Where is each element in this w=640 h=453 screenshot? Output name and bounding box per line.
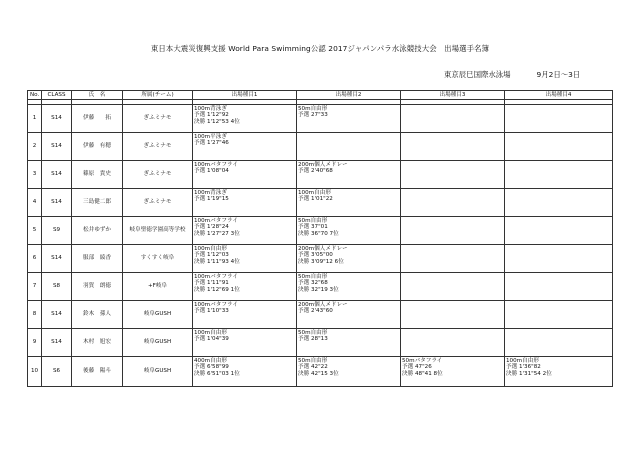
cell-name: 松井ゆずか (72, 217, 123, 245)
event-name: 100m平泳ぎ (194, 134, 227, 140)
event-result: 予選 28"13 (298, 336, 328, 343)
event-result: 予選 1'28"24 (194, 224, 229, 231)
cell-no: 9 (28, 329, 42, 357)
header-event-1: 出場種目1 (193, 91, 297, 100)
event-result: 予選 42"22 (298, 364, 328, 371)
table-row (28, 105, 613, 133)
cell-event-2 (297, 245, 401, 273)
header-no: No. (28, 91, 42, 100)
cell-event-4 (505, 329, 613, 357)
cell-name: 木村 旭宏 (72, 329, 123, 357)
header-event-2: 出場種目2 (297, 91, 401, 100)
cell-name: 伊藤 有穂 (72, 133, 123, 161)
table-row (28, 301, 613, 329)
table-row (28, 133, 613, 161)
event-name: 100m自由形 (298, 190, 331, 196)
event-result: 予選 3'05"00 (298, 252, 333, 259)
cell-event-3 (401, 357, 505, 387)
cell-event-1 (193, 273, 297, 301)
cell-event-4 (505, 133, 613, 161)
cell-class: S14 (42, 189, 72, 217)
cell-no: 7 (28, 273, 42, 301)
event-name: 50m自由形 (298, 274, 328, 280)
event-result: 予選 1'10"33 (194, 308, 229, 315)
event-result: 決勝 32"19 3位 (298, 286, 339, 293)
event-name: 100m背泳ぎ (194, 190, 227, 196)
cell-event-2 (297, 357, 401, 387)
event-result: 予選 32"68 (298, 280, 328, 287)
cell-event-2 (297, 161, 401, 189)
cell-event-2 (297, 301, 401, 329)
cell-no: 4 (28, 189, 42, 217)
event-name: 200m個人メドレー (298, 302, 348, 308)
cell-affiliation: +F岐阜 (123, 273, 193, 301)
event-name: 100m自由形 (506, 358, 539, 364)
event-name: 400m自由形 (194, 358, 227, 364)
document-title: 東日本大震災復興支援 World Para Swimming公認 2017ジャパンパラ水泳競技大会 出場選手名簿 (150, 44, 490, 53)
cell-event-3 (401, 245, 505, 273)
cell-event-2 (297, 217, 401, 245)
event-result: 決勝 1'12"53 4位 (194, 118, 240, 125)
table-row (28, 329, 613, 357)
event-name: 100m背泳ぎ (194, 106, 227, 112)
event-name: 100m自由形 (194, 330, 227, 336)
table-header-row (28, 91, 613, 100)
table-row (28, 217, 613, 245)
header-event-3: 出場種目3 (401, 91, 505, 100)
cell-affiliation: ぎふミナモ (123, 189, 193, 217)
event-name: 200m個人メドレー (298, 162, 348, 168)
event-name: 100m自由形 (194, 246, 227, 252)
cell-event-1 (193, 301, 297, 329)
cell-class: S14 (42, 133, 72, 161)
event-name: 50m自由形 (298, 218, 328, 224)
event-result: 決勝 42"15 3位 (298, 370, 339, 377)
event-result: 決勝 1'31"54 2位 (506, 370, 552, 377)
event-result: 予選 37"01 (298, 224, 328, 231)
cell-affiliation: 岐阜GUSH (123, 301, 193, 329)
header-event-4: 出場種目4 (505, 91, 613, 100)
cell-event-2 (297, 329, 401, 357)
cell-event-3 (401, 133, 505, 161)
cell-affiliation: 岐阜GUSH (123, 357, 193, 387)
entry-list-table (27, 90, 613, 387)
event-result: 決勝 1'12"69 1位 (194, 286, 240, 293)
cell-event-2 (297, 133, 401, 161)
cell-event-2 (297, 189, 401, 217)
event-result: 決勝 1'11"93 4位 (194, 258, 240, 265)
event-name: 100mバタフライ (194, 162, 238, 168)
header-name: 氏 名 (72, 91, 123, 100)
cell-event-4 (505, 357, 613, 387)
cell-class: S14 (42, 105, 72, 133)
cell-name: 篠原 貴史 (72, 161, 123, 189)
cell-event-4 (505, 161, 613, 189)
cell-class: S9 (42, 217, 72, 245)
cell-event-3 (401, 161, 505, 189)
cell-name: 鈴木 孫人 (72, 301, 123, 329)
event-name: 50m自由形 (298, 330, 328, 336)
event-name: 100mバタフライ (194, 218, 238, 224)
event-result: 決勝 6'51"03 1位 (194, 370, 240, 377)
cell-no: 6 (28, 245, 42, 273)
cell-event-3 (401, 301, 505, 329)
cell-event-3 (401, 189, 505, 217)
cell-name: 羽賀 朗徳 (72, 273, 123, 301)
cell-event-4 (505, 189, 613, 217)
event-result: 予選 1'08"04 (194, 168, 229, 175)
event-result: 予選 1'04"39 (194, 336, 229, 343)
cell-event-4 (505, 245, 613, 273)
cell-event-2 (297, 273, 401, 301)
cell-event-2 (297, 105, 401, 133)
cell-event-1 (193, 357, 297, 387)
cell-class: S14 (42, 301, 72, 329)
cell-event-1 (193, 245, 297, 273)
event-name: 200m個人メドレー (298, 246, 348, 252)
cell-event-1 (193, 189, 297, 217)
cell-class: S8 (42, 273, 72, 301)
cell-event-3 (401, 217, 505, 245)
cell-affiliation: すくすく岐阜 (123, 245, 193, 273)
cell-affiliation: ぎふミナモ (123, 133, 193, 161)
event-result: 予選 27"33 (298, 112, 328, 119)
cell-no: 3 (28, 161, 42, 189)
dates: 9月2日～3日 (536, 70, 581, 79)
cell-affiliation: ぎふミナモ (123, 161, 193, 189)
cell-affiliation: 岐阜GUSH (123, 329, 193, 357)
venue-and-dates (444, 69, 580, 80)
venue: 東京辰巳国際水泳場 (444, 70, 511, 79)
event-result: 予選 1'19"15 (194, 196, 229, 203)
event-result: 決勝 36"70 7位 (298, 230, 339, 237)
cell-event-1 (193, 105, 297, 133)
cell-affiliation: 岐阜聖徳学園高等学校 (123, 217, 193, 245)
table-row (28, 189, 613, 217)
event-result: 予選 1'01"22 (298, 196, 333, 203)
table-row (28, 245, 613, 273)
cell-name: 伊藤 拓 (72, 105, 123, 133)
cell-event-4 (505, 301, 613, 329)
table-row (28, 161, 613, 189)
cell-no: 10 (28, 357, 42, 387)
event-result: 決勝 48"41 8位 (402, 370, 443, 377)
table-row (28, 357, 613, 387)
header-class: CLASS (42, 91, 72, 100)
cell-event-4 (505, 217, 613, 245)
cell-event-3 (401, 273, 505, 301)
cell-event-1 (193, 161, 297, 189)
cell-event-1 (193, 217, 297, 245)
event-name: 50m自由形 (298, 106, 328, 112)
cell-event-3 (401, 105, 505, 133)
event-name: 100mバタフライ (194, 274, 238, 280)
cell-event-1 (193, 133, 297, 161)
event-result: 予選 1'12"03 (194, 252, 229, 259)
cell-event-3 (401, 329, 505, 357)
header-affiliation: 所属(チーム) (123, 91, 193, 100)
event-result: 予選 1'12"92 (194, 112, 229, 119)
cell-no: 5 (28, 217, 42, 245)
cell-no: 8 (28, 301, 42, 329)
cell-name: 三島健二郎 (72, 189, 123, 217)
cell-no: 1 (28, 105, 42, 133)
cell-event-1 (193, 329, 297, 357)
event-result: 予選 6'58"99 (194, 364, 229, 371)
event-result: 決勝 3'09"12 6位 (298, 258, 344, 265)
event-name: 50m自由形 (298, 358, 328, 364)
event-result: 予選 1'11"91 (194, 280, 229, 287)
event-result: 予選 2'43"60 (298, 308, 333, 315)
cell-name: 後藤 陽斗 (72, 357, 123, 387)
cell-affiliation: ぎふミナモ (123, 105, 193, 133)
cell-class: S14 (42, 161, 72, 189)
event-result: 決勝 1'27"27 3位 (194, 230, 240, 237)
cell-class: S6 (42, 357, 72, 387)
event-result: 予選 47"26 (402, 364, 432, 371)
cell-class: S14 (42, 245, 72, 273)
event-name: 100mバタフライ (194, 302, 238, 308)
cell-event-4 (505, 105, 613, 133)
cell-event-4 (505, 273, 613, 301)
event-name: 50mバタフライ (402, 358, 443, 364)
cell-name: 服部 綾香 (72, 245, 123, 273)
cell-class: S14 (42, 329, 72, 357)
event-result: 予選 2'40"68 (298, 168, 333, 175)
cell-no: 2 (28, 133, 42, 161)
event-result: 予選 1'27"46 (194, 140, 229, 147)
event-result: 予選 1'36"82 (506, 364, 541, 371)
table-row (28, 273, 613, 301)
